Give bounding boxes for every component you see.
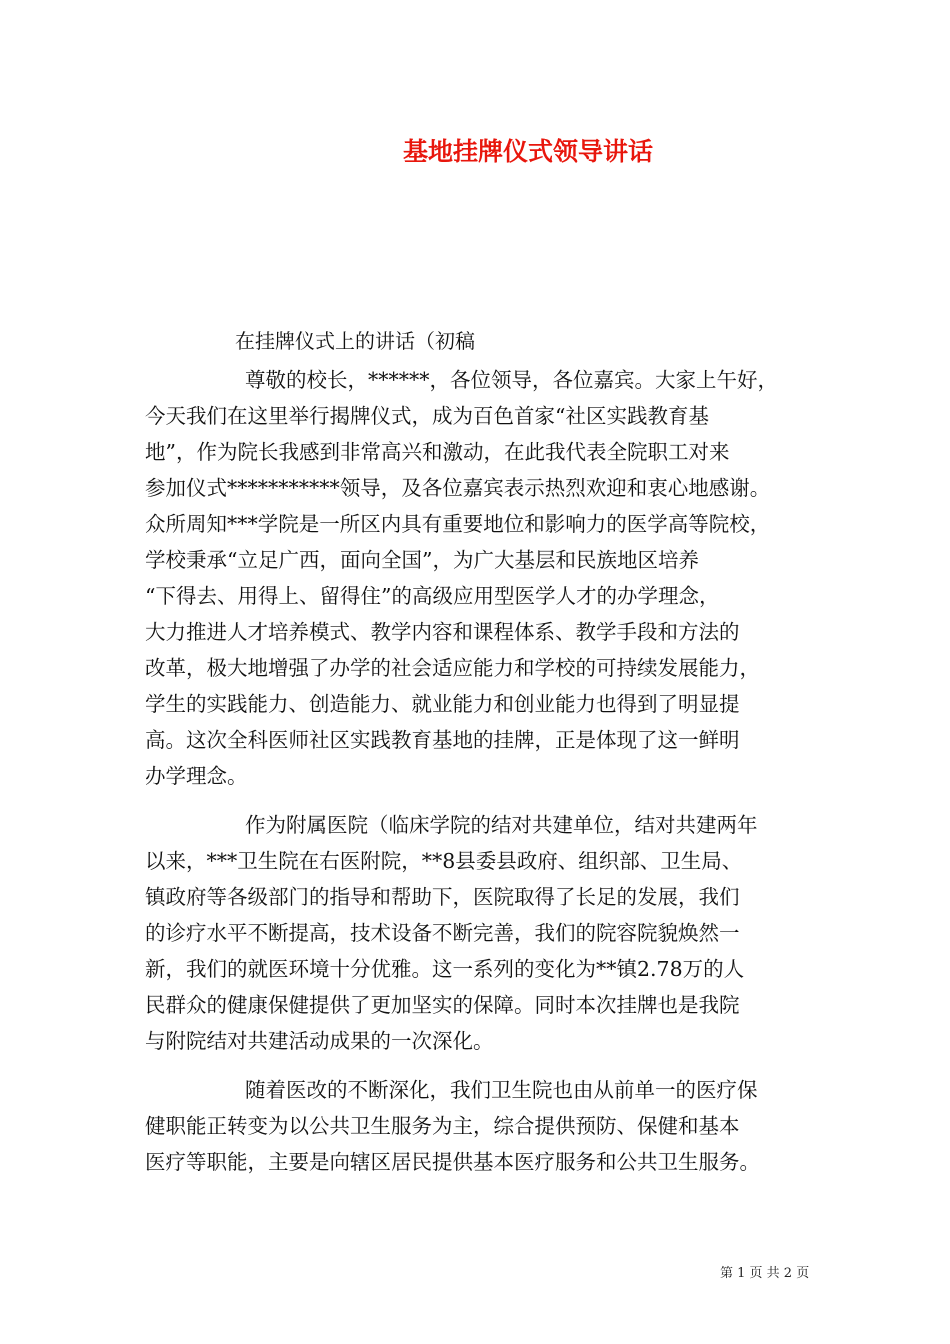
body-line: 大力推进人才培养模式、教学内容和课程体系、教学手段和方法的 bbox=[145, 620, 740, 644]
body-line: 学校秉承“立足广西，面向全国”，为广大基层和民族地区培养 bbox=[145, 548, 699, 572]
page-number: 第 1 页 共 2 页 bbox=[720, 1266, 810, 1281]
body-line: “下得去、用得上、留得住”的高级应用型医学人才的办学理念， bbox=[145, 584, 720, 608]
body-line: 镇政府等各级部门的指导和帮助下，医院取得了长足的发展，我们 bbox=[145, 885, 740, 909]
body-line: 民群众的健康保健提供了更加坚实的保障。同时本次挂牌也是我院 bbox=[145, 993, 740, 1017]
body-line: 尊敬的校长，******，各位领导，各位嘉宾。大家上午好， bbox=[245, 368, 778, 392]
body-line: 办学理念。 bbox=[145, 764, 248, 788]
body-line: 高。这次全科医师社区实践教育基地的挂牌，正是体现了这一鲜明 bbox=[145, 728, 740, 752]
body-line: 地”，作为院长我感到非常高兴和激动，在此我代表全院职工对来 bbox=[145, 440, 730, 464]
document-title: 基地挂牌仪式领导讲话 bbox=[402, 137, 653, 166]
body-line: 新，我们的就医环境十分优雅。这一系列的变化为**镇2.78万的人 bbox=[145, 957, 745, 981]
body-line: 今天我们在这里举行揭牌仪式，成为百色首家“社区实践教育基 bbox=[145, 404, 709, 428]
body-line: 改革，极大地增强了办学的社会适应能力和学校的可持续发展能力， bbox=[145, 656, 760, 680]
body-line: 与附院结对共建活动成果的一次深化。 bbox=[145, 1029, 494, 1053]
body-line: 随着医改的不断深化，我们卫生院也由从前单一的医疗保 bbox=[245, 1078, 758, 1102]
body-line: 的诊疗水平不断提高，技术设备不断完善，我们的院容院貌焕然一 bbox=[145, 921, 740, 945]
body-line: 健职能正转变为以公共卫生服务为主，综合提供预防、保健和基本 bbox=[145, 1114, 740, 1138]
body-line: 以来，***卫生院在右医附院，**8县委县政府、组织部、卫生局、 bbox=[145, 849, 743, 873]
body-line: 参加仪式***********领导，及各位嘉宾表示热烈欢迎和衷心地感谢。 bbox=[145, 476, 771, 500]
body-line: 众所周知***学院是一所区内具有重要地位和影响力的医学高等院校， bbox=[145, 512, 771, 536]
body-line: 作为附属医院（临床学院的结对共建单位，结对共建两年 bbox=[245, 813, 758, 837]
document-subtitle: 在挂牌仪式上的讲话（初稿 bbox=[235, 329, 475, 353]
body-line: 医疗等职能，主要是向辖区居民提供基本医疗服务和公共卫生服务。 bbox=[145, 1150, 760, 1174]
body-line: 学生的实践能力、创造能力、就业能力和创业能力也得到了明显提 bbox=[145, 692, 740, 716]
